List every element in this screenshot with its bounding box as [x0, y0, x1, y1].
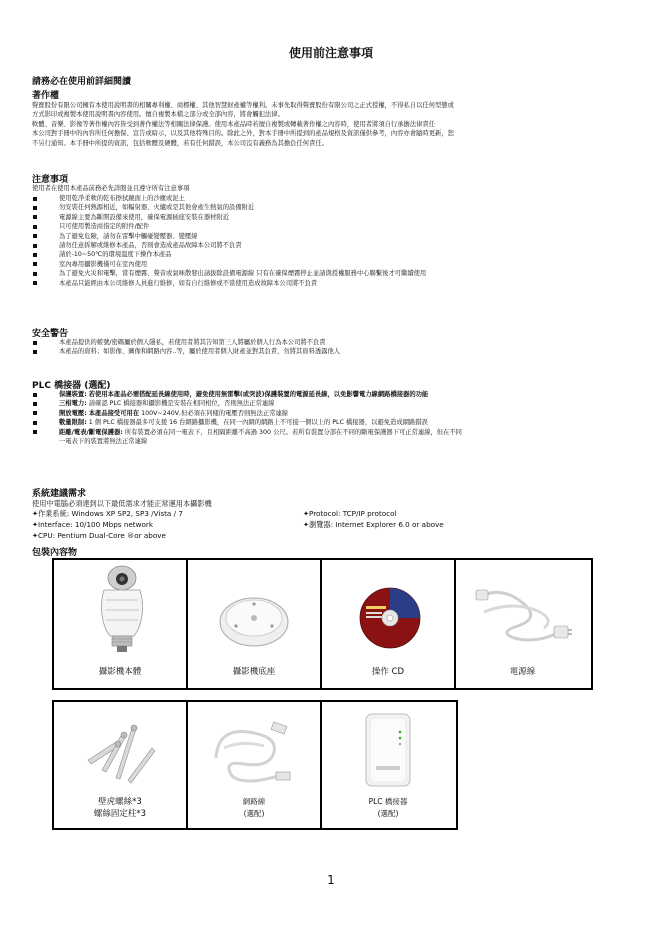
package-cell-screws — [54, 702, 188, 828]
requirement-item: ✦CPU: Pentium Dual-Core ®or above — [32, 531, 166, 540]
package-caption: 螺絲固定柱*3 — [93, 809, 147, 819]
camera-base-image — [216, 588, 292, 648]
package-caption: (選配) — [377, 809, 399, 818]
plc-list — [32, 390, 644, 446]
system-left-list — [32, 508, 183, 541]
package-heading: 包裝內容物 — [32, 548, 78, 558]
square-bullet-icon — [33, 215, 37, 219]
square-bullet-icon — [33, 206, 37, 210]
requirement-item: ✦作業系統: Windows XP SP2, SP3 /Vista / 7 — [32, 509, 183, 518]
list-item: 本產品的資料；如影像、圖像和網路內容..等，屬於使用者個人財產並對其負責，勿將其資料透露他人 — [32, 347, 644, 356]
copyright-heading: 著作權 — [32, 91, 60, 101]
square-bullet-icon — [33, 411, 37, 415]
list-item: 三相電力: 請確認 PLC 橋接器和攝影機是安裝在相同相位，否則無法正常連線 — [32, 399, 644, 408]
screws-image — [82, 720, 158, 786]
page-title: 使用前注意事項 — [288, 46, 373, 60]
square-bullet-icon — [33, 234, 37, 238]
package-row-2 — [52, 700, 458, 830]
square-bullet-icon — [33, 421, 37, 425]
copyright-line: 方式影印或複製本使用說明書內容使用。擅自複製本檔之部分或全部內容，將會觸犯法律。 — [32, 111, 284, 119]
package-caption: 壁虎螺絲*3 — [98, 797, 142, 807]
square-bullet-icon — [33, 272, 37, 276]
package-caption: 攝影機本體 — [98, 667, 142, 677]
security-heading: 安全警告 — [32, 329, 69, 339]
cd-image — [358, 586, 422, 650]
square-bullet-icon — [33, 393, 37, 397]
security-list — [32, 338, 644, 357]
list-item: 數量限制: 1 個 PLC 橋接器最多可支援 16 台網路攝影機，在同一內網的網路上不可接一個以上的 PLC 橋接器，以避免造成網路錯誤 — [32, 418, 644, 427]
square-bullet-icon — [33, 197, 37, 201]
notes-intro: 使用者在使用本產品前務必先詳閱並且遵守所有注意事項 — [32, 185, 190, 192]
list-item: 請勿任意拆解或維修本產品，否則會造成產品故障本公司將不負責 — [32, 241, 644, 250]
list-item: 請於-10~50℃的環境溫度下操作本產品 — [32, 250, 644, 259]
plc-heading: PLC 橋接器 (選配) — [32, 381, 111, 391]
requirement-item: ✦瀏覽器: Internet Explorer 6.0 or above — [303, 520, 444, 529]
requirement-item: ✦Protocol: TCP/IP protocol — [303, 509, 397, 518]
copyright-line: 軟體、音樂、影像等著作權內容皆受到著作權法等相關法律保護。使用本產品時若擅自複製或轉載著作權之內容時，使用者將須自行承擔法律責任 — [32, 120, 435, 128]
system-heading: 系統建議需求 — [32, 489, 87, 499]
package-cell-plc-bridge — [322, 702, 454, 828]
list-item: 使用乾淨柔軟的乾布擦拭鏡面上的沙塵或泥土 — [32, 194, 644, 203]
copyright-line: 聲寶股份有限公司擁有本使用說明書的相關專利權、商標權、其他智慧財產權等權利。未事先取得聲寶股份有限公司之正式授權，不得私自以任何型態或 — [32, 102, 454, 109]
square-bullet-icon — [33, 402, 37, 406]
list-item: 本產品提供的帳號/密碼屬於個人隱私，若使用者將其告知第三人將屬於個人行為本公司將不負責 — [32, 338, 644, 347]
square-bullet-icon — [33, 262, 37, 266]
list-item: 電源線主要為斷開設備來使用，確保電源插座安裝在器材附近 — [32, 213, 644, 222]
package-row-1 — [52, 558, 593, 690]
list-item: 勿安裝任何熱源相近，如輻射器、火爐或是其他會產生熱氣的設備附近 — [32, 203, 644, 212]
list-item: 為了避免火災和電擊，當有煙霧、聲音或氣味散發出請拔除設備電源線 只有在確保煙霧停止並請與授權服務中心聯繫後才可繼續使用 — [32, 269, 644, 278]
package-caption: 電源線 — [509, 667, 536, 677]
package-cell-network-cable — [188, 702, 322, 828]
square-bullet-icon — [33, 341, 37, 345]
list-item: 本產品只能經由本公司維修人員進行維修，如有自行維修或不當使用造成故障本公司將不負責 — [32, 279, 644, 288]
package-cell-cd — [322, 560, 456, 688]
power-cord-image — [474, 582, 572, 646]
square-bullet-icon — [33, 430, 37, 434]
package-cell-base — [188, 560, 322, 688]
list-item: 只可使用製造商指定的附件/配件 — [32, 222, 644, 231]
requirement-item: ✦Interface: 10/100 Mbps network — [32, 520, 154, 529]
square-bullet-icon — [33, 253, 37, 257]
package-caption: (選配) — [243, 809, 265, 818]
list-item: 開放電壓: 本產品接受可用在 100V~240V,但必須在同樣的電壓否則無法正常連線 — [32, 409, 644, 418]
copyright-line: 不另行通知。本手冊中所提的資訊，包括軟體及硬體，若有任何錯誤，本公司沒有義務為其擔負任何責任。 — [32, 139, 328, 147]
package-caption: 攝影機底座 — [232, 667, 276, 677]
copyright-text — [32, 101, 632, 148]
package-cell-camera — [54, 560, 188, 688]
list-item: 保護裝置: 若使用本產品必需搭配延長線使用時，避免使用無雷擊(或突波)保護裝置的電源延長線，以免影響電力線網路橋接器的功能 — [32, 390, 644, 399]
package-caption: 操作 CD — [371, 667, 405, 677]
list-item: 室內專用攝影機僅可在室內使用 — [32, 260, 644, 269]
notes-heading: 注意事項 — [32, 175, 69, 185]
copyright-line: 本公司對手冊中的內容所任何擔保、宣告或暗示，以及其他特殊目的。除此之外，對本手冊中所提到的產品規格及資訊僅供參考，內容亦會隨時更新，恕 — [32, 130, 454, 138]
package-caption: PLC 橋接器 — [368, 797, 408, 806]
square-bullet-icon — [33, 281, 37, 285]
square-bullet-icon — [33, 244, 37, 248]
system-intro: 使用中電腦必須達到以下最低需求才能正常運用本攝影機 — [32, 499, 212, 508]
system-right-list — [303, 508, 444, 530]
list-item: 距離/電表/斷電保護器: 所有裝置必須在同一電表下，且相隔距離不高過 300 公尺。若所有裝置分部在不同的斷電保護器下可正常連線，但在不同 一電表下的裝置將無法正常連線 — [32, 428, 644, 447]
list-item: 為了避免危險，請勿在雷擊中觸碰變壓器、變壓線 — [32, 232, 644, 241]
notes-list — [32, 194, 644, 288]
square-bullet-icon — [33, 225, 37, 229]
square-bullet-icon — [33, 350, 37, 354]
page-number: 1 — [327, 873, 335, 887]
package-caption: 網路線 — [242, 797, 266, 806]
network-cable-image — [208, 718, 300, 788]
camera-body-image — [92, 564, 152, 656]
read-carefully-heading: 請務必在使用前詳細閱讀 — [32, 77, 132, 87]
package-cell-power-cord — [456, 560, 589, 688]
plc-bridge-image — [362, 710, 414, 790]
